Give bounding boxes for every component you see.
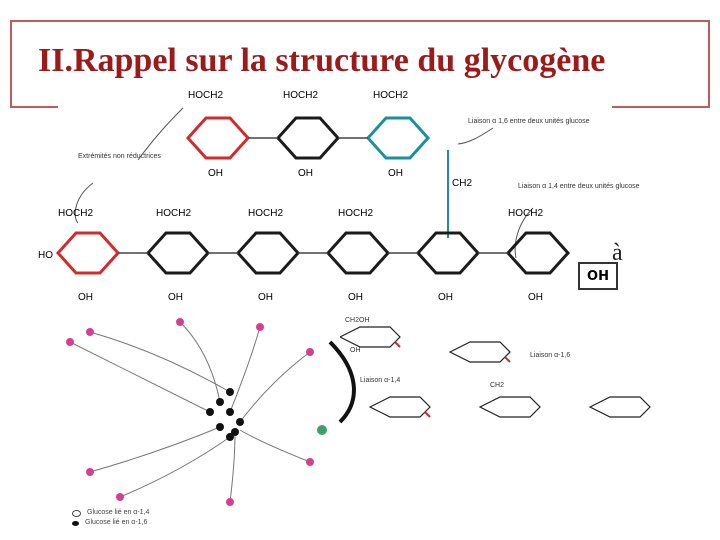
legend-label: Glucose lié en α-1,4: [87, 509, 150, 516]
legend-label: Glucose lié en α-1,6: [85, 519, 148, 526]
liaison14-scheme-label: Liaison α-1,4: [360, 377, 401, 384]
green-reducing-end: [317, 425, 327, 435]
legend-item: [72, 518, 402, 528]
oh-label-bottom-3: OH: [258, 292, 273, 303]
hoch2-label-bottom-4: HOCH2: [338, 208, 374, 219]
legend: [72, 508, 402, 538]
oh-box: OH: [578, 262, 618, 290]
oh-label-top-3: OH: [388, 168, 403, 179]
glycogen-structure-diagram: [38, 88, 648, 316]
oh-label-bottom-2: OH: [168, 292, 183, 303]
hoch2-label-top-2: HOCH2: [283, 90, 319, 101]
bottom-ring-3-black: [238, 233, 298, 273]
oh-label-top-1: OH: [208, 168, 223, 179]
pink-ends: [66, 318, 314, 506]
oh-scheme-label: OH: [350, 347, 361, 354]
legend-item: [72, 508, 402, 518]
oh-label-bottom-5: OH: [438, 292, 453, 303]
frame-left: [10, 20, 12, 108]
frame-top: [10, 20, 710, 22]
bottom-ring-5-black: [418, 233, 478, 273]
branch-chains: [70, 322, 310, 502]
liaison16-label: Liaison α 1,6 entre deux unités glucose: [468, 118, 590, 125]
hoch2-label-bottom-3: HOCH2: [248, 208, 284, 219]
haworth-scheme-diagram: [340, 312, 670, 442]
slide-title: II.Rappel sur la structure du glycogène: [38, 42, 606, 79]
bottom-ring-2-black: [148, 233, 208, 273]
top-ring-3-teal: [368, 118, 428, 158]
oh-label-bottom-6: OH: [528, 292, 543, 303]
liaison14-label: Liaison α 1,4 entre deux unités glucose: [518, 183, 640, 190]
frame-right: [708, 20, 710, 108]
legend-dot-white: [72, 510, 81, 517]
legend-dot-black: [72, 521, 79, 526]
hoch2-label-bottom-5: HOCH2: [508, 208, 544, 219]
bottom-ring-4-black: [328, 233, 388, 273]
ch2oh-label: CH2OH: [345, 317, 370, 324]
hoch2-label-top-3: HOCH2: [373, 90, 409, 101]
a-mark: à: [612, 240, 623, 266]
hoch2-label-bottom-2: HOCH2: [156, 208, 192, 219]
ch2-link-label: CH2: [452, 178, 473, 189]
liaison16-scheme-label: Liaison α-1,6: [530, 352, 571, 359]
hoch2-label-top-1: HOCH2: [188, 90, 224, 101]
extremites-label: Extrémités non réductrices: [78, 153, 161, 160]
oh-label-bottom-4: OH: [348, 292, 363, 303]
bottom-ring-6-black: [508, 233, 568, 273]
ho-label: HO: [38, 250, 53, 261]
top-ring-2-black: [278, 118, 338, 158]
black-branch-points: [206, 388, 244, 441]
bottom-ring-1-red: [58, 233, 118, 273]
hoch2-label-bottom-1: HOCH2: [58, 208, 94, 219]
top-ring-1-red: [188, 118, 248, 158]
oh-label-bottom-1: OH: [78, 292, 93, 303]
ch2-scheme-label: CH2: [490, 382, 505, 389]
haworth-rings: [340, 327, 650, 417]
glycogen-branching-diagram: [60, 312, 360, 510]
arrow-to-16-link: [458, 128, 493, 144]
oh-label-top-2: OH: [298, 168, 313, 179]
